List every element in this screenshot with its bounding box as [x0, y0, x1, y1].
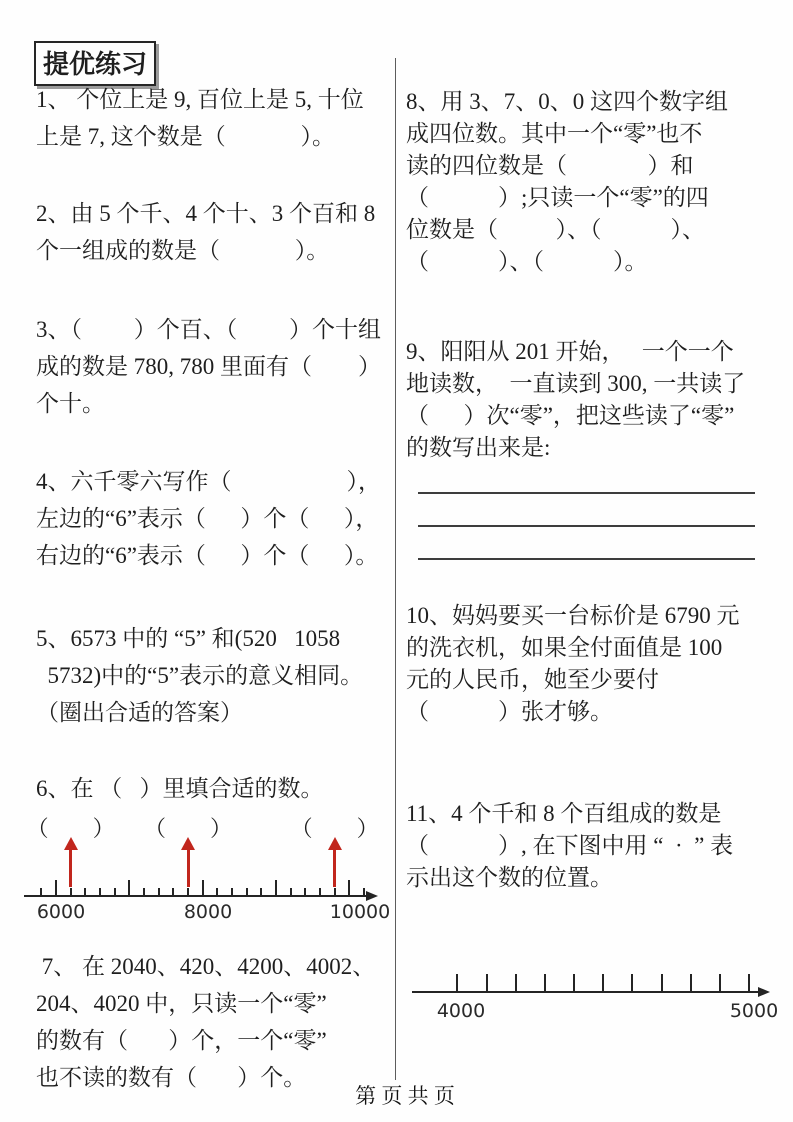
problem-5 — [36, 620, 393, 731]
problem-9 — [406, 336, 792, 464]
problem-7-line: 的数有（ ）个，一个“零” — [36, 1028, 327, 1053]
numberline-tick — [486, 974, 488, 992]
numberline-tick — [172, 888, 174, 897]
numberline-tick — [40, 888, 42, 897]
problem-3-line: 成的数是 780, 780 里面有（ ） — [36, 354, 381, 379]
problem-4-line: 4、六千零六写作（ ）， — [36, 469, 381, 494]
answer-blank-line — [418, 492, 755, 494]
numberline-tick — [748, 974, 750, 992]
problem-2-line: 个一组成的数是（ ）。 — [36, 238, 330, 263]
problem-6-line: 6、在 （ ）里填合适的数。 — [36, 776, 324, 801]
problem-2 — [36, 195, 393, 269]
problem-9-line: （ ）次“零”，把这些读了“零” — [406, 403, 735, 428]
worksheet-title-text: 提优练习 — [43, 50, 148, 79]
numberline-tick — [143, 888, 145, 897]
axis-label-4000: 4000 — [436, 1000, 486, 1022]
problem-2-line: 2、由 5 个千、4 个十、3 个百和 8 — [36, 201, 376, 226]
numberline-tick — [70, 888, 72, 897]
numberline-tick — [202, 880, 204, 897]
numberline-tick — [456, 974, 458, 992]
numberline-tick — [661, 974, 663, 992]
red-arrow-shaft — [187, 849, 190, 887]
numberline-tick — [290, 888, 292, 897]
numberline-tick — [573, 974, 575, 992]
problem-1-line: 1、 个位上是 9, 百位上是 5, 十位 — [36, 87, 364, 112]
blank-parentheses: （ ） — [143, 816, 232, 841]
problem-10-line: 10、妈妈要买一台标价是 6790 元 — [406, 603, 740, 628]
axis-label-10000: 10000 — [329, 901, 391, 923]
numberline-tick — [275, 880, 277, 897]
problem-8-line: 8、用 3、7、0、0 这四个数字组 — [406, 89, 728, 114]
numberline-axis — [412, 991, 760, 993]
numberline-arrowhead-icon — [366, 891, 378, 901]
problem-5-line: 5、6573 中的 “5” 和(520 1058 — [36, 626, 341, 651]
numberline-tick — [334, 888, 336, 897]
blank-parentheses: （ ） — [290, 816, 379, 841]
numberline-axis — [24, 895, 368, 897]
problem-10 — [406, 600, 792, 728]
problem-5-line: （圈出合适的答案） — [36, 700, 243, 725]
numberline-tick — [246, 888, 248, 897]
problem-8-line: （ ）、（ ）。 — [406, 249, 648, 274]
problem-10-line: （ ）张才够。 — [406, 699, 613, 724]
axis-label-6000: 6000 — [36, 901, 86, 923]
numberline-tick — [319, 888, 321, 897]
problem-11 — [406, 798, 792, 894]
numberline-tick — [719, 974, 721, 992]
numberline-tick — [260, 888, 262, 897]
numberline-tick — [158, 888, 160, 897]
page-footer: 第 页 共 页 — [355, 1084, 455, 1108]
problem-8 — [406, 86, 792, 278]
numberline-tick — [216, 888, 218, 897]
column-divider — [395, 58, 396, 1080]
problem-7 — [36, 948, 393, 1096]
problem-11-line: 示出这个数的位置。 — [406, 865, 613, 890]
numberline-tick — [690, 974, 692, 992]
problem-3 — [36, 311, 393, 422]
problem-8-line: （ ）;只读一个“零”的四 — [406, 185, 709, 210]
numberline-arrowhead-icon — [758, 987, 770, 997]
numberline-tick — [304, 888, 306, 897]
problem-11-line: 11、4 个千和 8 个百组成的数是 — [406, 801, 722, 826]
numberline-tick — [187, 888, 189, 897]
numberline-tick — [114, 888, 116, 897]
answer-blank-line — [418, 558, 755, 560]
problem-1-line: 上是 7, 这个数是（ ）。 — [36, 124, 335, 149]
problem-9-line: 9、阳阳从 201 开始， 一个一个 — [406, 339, 734, 364]
problem-10-line: 元的人民币，她至少要付 — [406, 667, 659, 692]
worksheet-title-box — [34, 41, 156, 86]
numberline-tick — [631, 974, 633, 992]
numberline-tick — [515, 974, 517, 992]
problem-3-line: 3、（ ）个百、（ ）个十组 — [36, 317, 381, 342]
numberline-tick — [55, 880, 57, 897]
problem-7-line: 204、4020 中，只读一个“零” — [36, 991, 327, 1016]
numberline-tick — [99, 888, 101, 897]
axis-label-5000: 5000 — [729, 1000, 779, 1022]
red-arrow-shaft — [69, 849, 72, 887]
answer-blank-line — [418, 525, 755, 527]
problem-9-line: 地读数， 一直读到 300, 一共读了 — [406, 371, 746, 396]
problem-8-line: 成四位数。其中一个“零”也不 — [406, 121, 703, 146]
problem-5-line: 5732)中的“5”表示的意义相同。 — [36, 663, 364, 688]
problem-1 — [36, 81, 393, 155]
numberline-tick — [602, 974, 604, 992]
problem-7-line: 7、 在 2040、420、4200、4002、 — [36, 954, 376, 979]
problem-3-line: 个十。 — [36, 391, 105, 416]
problem-10-line: 的洗衣机，如果全付面值是 100 — [406, 635, 723, 660]
numberline-tick — [363, 888, 365, 897]
problem-8-line: 位数是（ ）、（ ）、 — [406, 217, 705, 242]
numberline-tick — [231, 888, 233, 897]
problem-11-line: （ ）, 在下图中用 “ · ” 表 — [406, 833, 734, 858]
numberline-tick — [348, 880, 350, 897]
problem-6 — [36, 770, 393, 807]
problem-4-line: 右边的“6”表示（ ）个（ ）。 — [36, 543, 379, 568]
problem-9-line: 的数写出来是: — [406, 435, 551, 460]
problem-8-line: 读的四位数是（ ）和 — [406, 153, 694, 178]
problem-4 — [36, 463, 393, 574]
numberline-tick — [544, 974, 546, 992]
red-arrow-shaft — [333, 849, 336, 887]
problem-7-line: 也不读的数有（ ）个。 — [36, 1065, 307, 1090]
numberline-tick — [84, 888, 86, 897]
numberline-tick — [128, 880, 130, 897]
problem-4-line: 左边的“6”表示（ ）个（ ）， — [36, 506, 379, 531]
blank-parentheses: （ ） — [26, 816, 115, 841]
axis-label-8000: 8000 — [183, 901, 233, 923]
